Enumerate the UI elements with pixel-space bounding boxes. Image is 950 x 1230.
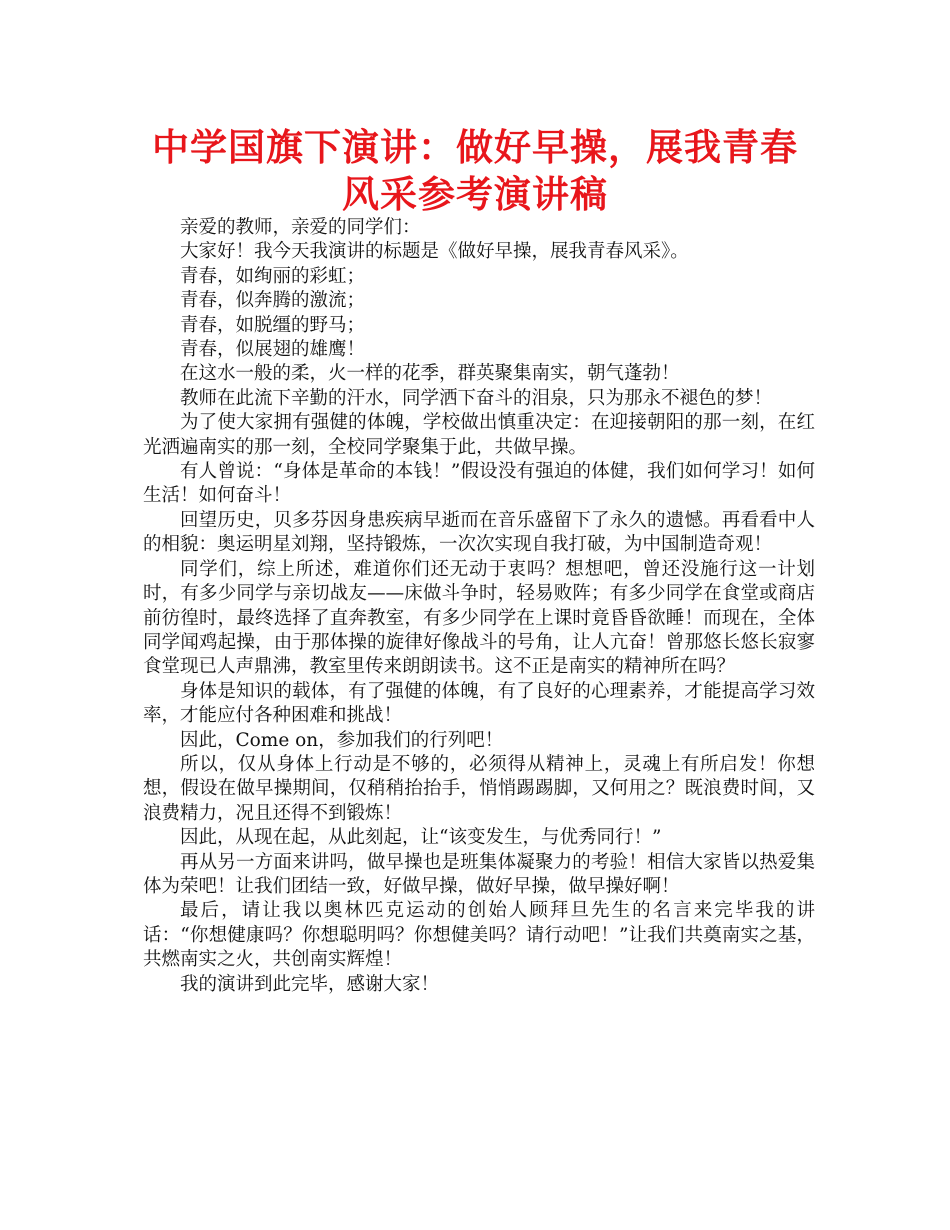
speech-paragraph: 青春，似奔腾的激流； [180, 290, 366, 312]
speech-paragraph: 教师在此流下辛勤的汗水，同学洒下奋斗的泪泉，只为那永不褪色的梦！ [180, 387, 773, 409]
speech-paragraph: 身体是知识的载体，有了强健的体魄，有了良好的心理素养，才能提高学习效率，才能应付各种困难和挑战！ [143, 680, 815, 727]
speech-paragraph: 为了使大家拥有强健的体魄，学校做出慎重决定：在迎接朝阳的那一刻，在红光洒遍南实的那一刻，全校同学聚集于此，共做早操。 [143, 412, 815, 458]
speech-paragraph: 因此，Come on，参加我们的行列吧！ [180, 729, 504, 751]
speech-paragraph: 青春，似展翅的雄鹰！ [180, 339, 366, 361]
speech-paragraph: 青春，如绚丽的彩虹； [180, 265, 366, 287]
speech-paragraph: 有人曾说：“身体是革命的本钱！”假设没有强迫的体健，我们如何学习！如何生活！如何奋斗！ [143, 461, 815, 507]
speech-paragraph: 青春，如脱缰的野马； [180, 314, 366, 336]
greeting-paragraph: 亲爱的教师，亲爱的同学们： [180, 217, 421, 238]
speech-paragraph: 所以，仅从身体上行动是不够的，必须得从精神上，灵魂上有所启发！你想想，假设在做早操期间，仅稍稍抬抬手，悄悄踢踢脚，又何用之？既浪费时间，又浪费精力，况且还得不到锻炼！ [143, 753, 815, 824]
speech-paragraph: 再从另一方面来讲吗，做早操也是班集体凝聚力的考验！相信大家皆以热爱集体为荣吧！让我们团结一致，好做早操，做好早操，做早操好啊！ [143, 851, 815, 897]
speech-paragraph: 最后，请让我以奥林匹克运动的创始人顾拜旦先生的名言来完毕我的讲话：“你想健康吗？你想聪明吗？你想健美吗？请行动吧！”让我们共奠南实之基，共燃南实之火，共创南实辉煌！ [143, 900, 815, 971]
speech-paragraph: 回望历史，贝多芬因身患疾病早逝而在音乐盛留下了永久的遗憾。再看看中人的相貌：奥运明星刘翔，坚持锻炼，一次次实现自我打破，为中国制造奇观！ [143, 509, 815, 556]
speech-paragraph: 因此，从现在起，从此刻起，让“该变发生，与优秀同行！” [180, 827, 662, 849]
document-body [143, 216, 815, 997]
speech-paragraph: 同学们，综上所述，难道你们还无动于衷吗？想想吧，曾还没施行这一计划时，有多少同学与亲切战友——床做斗争时，轻易败阵；有多少同学在食堂或商店前彷徨时，最终选择了直奔教室，有多少同学在上课时竟昏昏欲睡！而现在，全体同学闻鸡起操，由于那体操的旋律好像战斗的号角，让人亢奋！曾那悠长悠长寂寥食堂现已人声鼎沸，教室里传来朗朗读书。这不正是南实的精神所在吗？ [143, 558, 815, 678]
speech-paragraph: 大家好！我今天我演讲的标题是《做好早操，展我青春风采》。 [180, 241, 689, 263]
document-title: 中学国旗下演讲：做好早操，展我青春风采参考演讲稿 [152, 126, 798, 216]
closing-paragraph: 我的演讲到此完毕，感谢大家！ [180, 973, 440, 995]
speech-paragraph: 在这水一般的柔，火一样的花季，群英聚集南实，朝气蓬勃！ [180, 363, 680, 385]
